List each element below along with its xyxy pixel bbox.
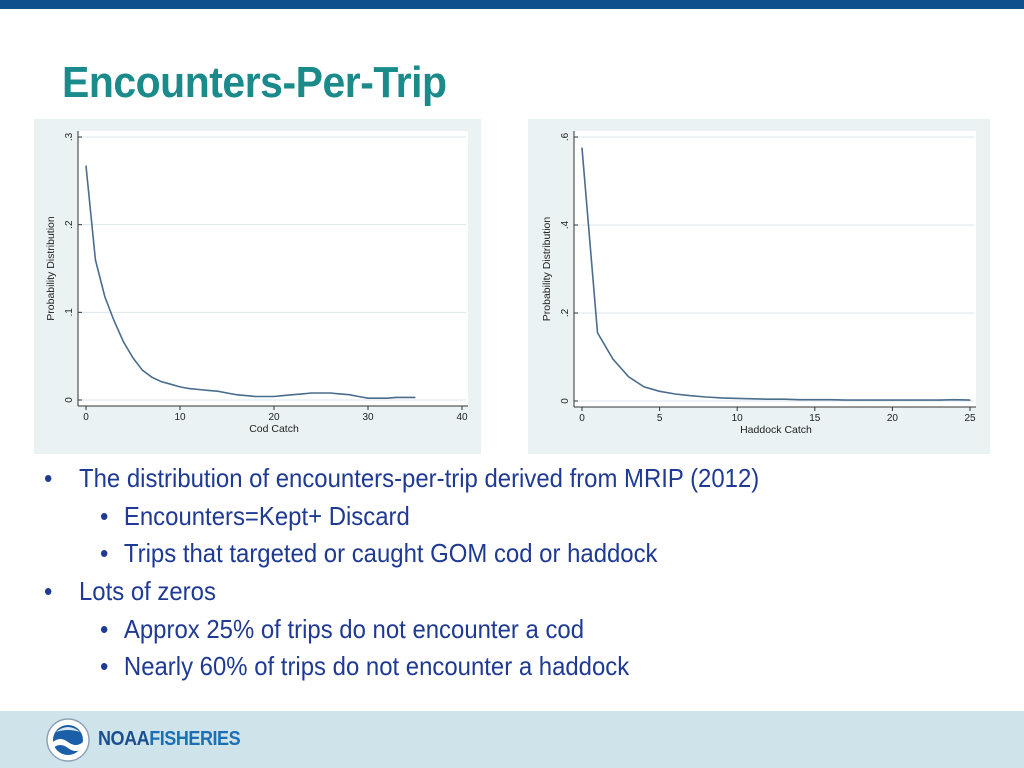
cod-data-point <box>273 396 274 397</box>
haddock-data-point <box>612 359 613 360</box>
bullet-item: • Lots of zeros <box>44 576 216 606</box>
cod-x-tick-label: 20 <box>268 412 280 423</box>
cod-data-point <box>255 396 256 397</box>
cod-data-point <box>330 392 331 393</box>
haddock-data-point <box>907 400 908 401</box>
cod-x-tick-label: 40 <box>456 412 468 423</box>
haddock-data-point <box>830 399 831 400</box>
haddock-data-point <box>814 399 815 400</box>
haddock-catch-chart <box>528 119 990 454</box>
cod-data-point <box>311 392 312 393</box>
cod-x-axis-title: Cod Catch <box>249 423 299 435</box>
cod-y-axis-title: Probability Distribution <box>45 216 57 321</box>
slide-title: Encounters-Per-Trip <box>62 58 447 107</box>
haddock-data-point <box>768 399 769 400</box>
cod-data-point <box>123 342 124 343</box>
cod-y-tick-label: .1 <box>64 308 75 317</box>
cod-y-tick-label: 0 <box>64 397 75 403</box>
cod-plot-area <box>78 131 468 406</box>
haddock-data-point <box>690 395 691 396</box>
haddock-x-tick-label: 10 <box>731 413 743 424</box>
cod-data-point <box>396 397 397 398</box>
cod-data-point <box>85 165 86 166</box>
cod-data-point <box>386 398 387 399</box>
haddock-data-point <box>597 332 598 333</box>
haddock-y-tick-label: .4 <box>560 220 571 230</box>
cod-data-point <box>349 394 350 395</box>
haddock-data-point <box>783 399 784 400</box>
cod-data-point <box>198 389 199 390</box>
cod-data-point <box>189 388 190 389</box>
cod-data-point <box>377 398 378 399</box>
cod-x-tick-label: 0 <box>83 412 89 423</box>
haddock-data-point <box>876 400 877 401</box>
haddock-y-axis-title: Probability Distribution <box>541 216 553 322</box>
sub-bullet-item: • Approx 25% of trips do not encounter a cod <box>100 614 585 644</box>
cod-data-point <box>217 391 218 392</box>
sub-bullet-item: • Nearly 60% of trips do not encounter a haddock <box>100 651 630 681</box>
cod-data-point <box>264 396 265 397</box>
cod-data-point <box>405 397 406 398</box>
cod-data-point <box>339 393 340 394</box>
bullet-item: • The distribution of encounters-per-trip derived from MRIP (2012) <box>44 463 760 493</box>
haddock-data-point <box>861 400 862 401</box>
haddock-x-tick-label: 5 <box>656 413 663 424</box>
haddock-plot-area <box>574 131 976 407</box>
haddock-x-tick-label: 25 <box>964 413 976 424</box>
haddock-data-point <box>628 376 629 377</box>
cod-data-point <box>320 392 321 393</box>
cod-data-point <box>179 386 180 387</box>
cod-data-point <box>302 393 303 394</box>
haddock-data-point <box>845 400 846 401</box>
haddock-data-point <box>706 396 707 397</box>
haddock-data-point <box>721 397 722 398</box>
cod-y-tick-label: .3 <box>64 132 75 142</box>
haddock-data-point <box>954 399 955 400</box>
cod-data-point <box>367 398 368 399</box>
haddock-data-point <box>675 393 676 394</box>
haddock-x-tick-label: 20 <box>886 413 898 424</box>
cod-data-point <box>414 397 415 398</box>
cod-data-point <box>170 384 171 385</box>
haddock-data-point <box>659 391 660 392</box>
cod-data-point <box>208 390 209 391</box>
noaa-fisheries-logo-text[interactable]: NOAAFISHERIES <box>98 728 241 750</box>
cod-data-point <box>161 381 162 382</box>
haddock-y-tick-label: .2 <box>560 308 571 318</box>
cod-data-point <box>245 395 246 396</box>
cod-data-point <box>358 396 359 397</box>
haddock-data-point <box>581 147 582 148</box>
sub-bullet-item: • Encounters=Kept+ Discard <box>100 501 410 531</box>
haddock-data-point <box>923 400 924 401</box>
cod-data-point <box>292 394 293 395</box>
haddock-data-point <box>892 400 893 401</box>
haddock-data-point <box>752 398 753 399</box>
cod-x-tick-label: 30 <box>362 412 374 423</box>
sub-bullet-item: • Trips that targeted or caught GOM cod or haddock <box>100 538 658 568</box>
cod-data-point <box>132 357 133 358</box>
haddock-y-tick-label: .6 <box>560 132 571 142</box>
haddock-data-point <box>969 400 970 401</box>
noaa-emblem-icon[interactable] <box>46 718 90 762</box>
cod-data-point <box>151 377 152 378</box>
cod-catch-chart <box>34 119 481 454</box>
cod-data-point <box>226 392 227 393</box>
cod-data-point <box>283 395 284 396</box>
haddock-chart-svg <box>528 119 990 454</box>
cod-data-point <box>95 259 96 260</box>
haddock-data-point <box>737 398 738 399</box>
cod-x-tick-label: 10 <box>174 412 186 423</box>
cod-y-tick-label: .2 <box>64 220 75 229</box>
cod-data-point <box>142 370 143 371</box>
haddock-data-point <box>938 400 939 401</box>
cod-chart-svg <box>34 119 481 454</box>
cod-data-point <box>236 394 237 395</box>
top-bar <box>0 0 1024 9</box>
haddock-x-axis-title: Haddock Catch <box>740 424 812 436</box>
cod-data-point <box>104 296 105 297</box>
haddock-data-point <box>799 399 800 400</box>
haddock-y-tick-label: 0 <box>560 398 571 404</box>
haddock-x-tick-label: 15 <box>809 413 821 424</box>
haddock-x-tick-label: 0 <box>579 413 585 424</box>
haddock-data-point <box>643 386 644 387</box>
cod-data-point <box>114 321 115 322</box>
